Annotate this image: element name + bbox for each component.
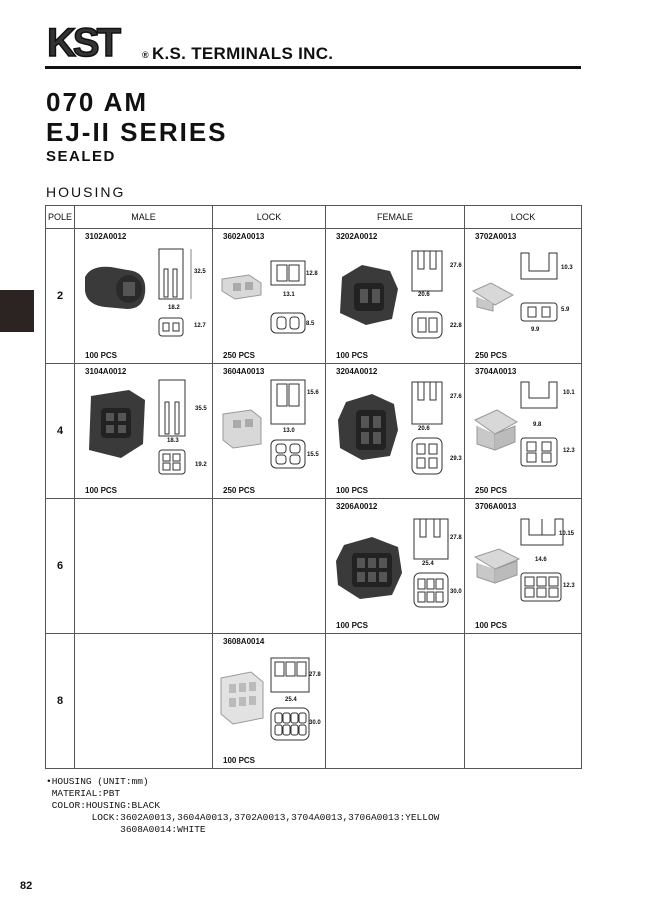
page-title-line2: EJ-II SERIES <box>46 117 228 147</box>
page-number: 82 <box>20 880 33 892</box>
quantity: 100 PCS <box>85 486 118 495</box>
note-line: LOCK:3602A0013,3604A0013,3702A0013,3704A0013,3706A0013:YELLOW <box>46 812 440 823</box>
quantity: 100 PCS <box>223 756 256 765</box>
lock-drawing-side <box>269 378 315 428</box>
dimension-label: 12.3 <box>563 583 575 589</box>
lock-photo <box>471 543 521 585</box>
note-line: 3608A0014:WHITE <box>46 824 206 835</box>
lock-drawing-side <box>517 249 567 289</box>
part-number: 3602A0013 <box>223 232 265 241</box>
header-pole: POLE <box>46 206 75 229</box>
dimension-label: 18.3 <box>167 438 179 444</box>
dimension-label: 5.9 <box>561 307 570 313</box>
lock-drawing-front <box>269 311 309 335</box>
empty-cell <box>465 634 582 769</box>
lock-drawing-front <box>517 571 567 605</box>
svg-text:KST: KST <box>47 22 118 64</box>
quantity: 100 PCS <box>336 486 369 495</box>
male-housing-photo <box>81 386 151 462</box>
dimension-label: 15.6 <box>307 390 319 396</box>
product-cell <box>326 499 465 634</box>
part-number: 3102A0012 <box>85 232 127 241</box>
dimension-label: 10.1 <box>563 390 575 396</box>
empty-cell <box>213 499 326 634</box>
table-row <box>46 364 582 499</box>
female-drawing-side <box>410 378 462 430</box>
dimension-label: 15.5 <box>307 452 319 458</box>
lock-photo <box>471 277 515 313</box>
dimension-label: 20.6 <box>418 426 430 432</box>
dimension-label: 8.5 <box>306 321 315 327</box>
dimension-label: 27.6 <box>450 263 462 269</box>
female-housing-photo <box>332 533 406 601</box>
dimension-label: 9.8 <box>533 422 542 428</box>
dimension-label: 10.15 <box>559 531 575 537</box>
product-cell <box>465 499 582 634</box>
product-cell <box>75 364 213 499</box>
lock-photo <box>217 668 267 728</box>
part-number: 3608A0014 <box>223 637 265 646</box>
quantity: 250 PCS <box>223 486 256 495</box>
empty-cell <box>326 634 465 769</box>
male-drawing-front <box>157 448 197 478</box>
female-housing-photo <box>332 390 404 464</box>
lock-drawing-front <box>269 706 313 744</box>
quantity: 250 PCS <box>475 351 508 360</box>
quantity: 250 PCS <box>475 486 508 495</box>
header-lock: LOCK <box>465 206 582 229</box>
product-cell <box>465 364 582 499</box>
header-lock: LOCK <box>213 206 326 229</box>
quantity: 100 PCS <box>336 351 369 360</box>
quantity: 100 PCS <box>85 351 118 360</box>
table-row <box>46 499 582 634</box>
product-cell <box>75 229 213 364</box>
lock-drawing-front <box>517 436 563 470</box>
dimension-label: 29.3 <box>450 456 462 462</box>
dimension-label: 20.6 <box>418 292 430 298</box>
dimension-label: 12.8 <box>306 271 318 277</box>
table-row <box>46 229 582 364</box>
header-male: MALE <box>75 206 213 229</box>
header-female: FEMALE <box>326 206 465 229</box>
product-cell <box>213 229 326 364</box>
female-drawing-side <box>410 247 462 297</box>
dimension-label: 12.7 <box>194 323 206 329</box>
female-housing-photo <box>332 257 404 329</box>
note-line: COLOR:HOUSING:BLACK <box>46 800 161 811</box>
part-number: 3104A0012 <box>85 367 127 376</box>
dimension-label: 27.8 <box>309 672 321 678</box>
male-housing-photo <box>81 257 151 317</box>
pole-cell: 6 <box>46 499 75 634</box>
pole-cell: 2 <box>46 229 75 364</box>
dimension-label: 32.5 <box>194 269 206 275</box>
female-drawing-front <box>412 571 454 611</box>
page-title-line1: 070 AM <box>46 87 149 117</box>
header-rule <box>45 66 581 69</box>
product-cell <box>213 634 326 769</box>
kst-logo <box>45 22 135 64</box>
product-cell <box>213 364 326 499</box>
product-cell <box>465 229 582 364</box>
lock-drawing-front <box>269 438 309 470</box>
part-number: 3706A0013 <box>475 502 517 511</box>
quantity: 100 PCS <box>336 621 369 630</box>
dimension-label: 10.3 <box>561 265 573 271</box>
empty-cell <box>75 499 213 634</box>
section-heading: HOUSING <box>46 184 126 200</box>
dimension-label: 19.2 <box>195 462 207 468</box>
lock-drawing-side <box>517 378 567 418</box>
product-cell <box>326 229 465 364</box>
dimension-label: 18.2 <box>168 305 180 311</box>
dimension-label: 30.0 <box>309 720 321 726</box>
dimension-label: 22.8 <box>450 323 462 329</box>
empty-cell <box>75 634 213 769</box>
dimension-label: 25.4 <box>285 697 297 703</box>
page-title-line3: SEALED <box>46 148 116 165</box>
pole-cell: 4 <box>46 364 75 499</box>
lock-photo <box>471 404 521 456</box>
housing-table <box>45 205 582 769</box>
dimension-label: 9.9 <box>531 327 540 333</box>
note-line: •HOUSING (UNIT:mm) <box>46 776 149 787</box>
part-number: 3704A0013 <box>475 367 517 376</box>
part-number: 3206A0012 <box>336 502 378 511</box>
part-number: 3604A0013 <box>223 367 265 376</box>
part-number: 3204A0012 <box>336 367 378 376</box>
note-line: MATERIAL:PBT <box>46 788 121 799</box>
pole-cell: 8 <box>46 634 75 769</box>
table-row <box>46 634 582 769</box>
dimension-label: 13.0 <box>283 428 295 434</box>
dimension-label: 14.6 <box>535 557 547 563</box>
quantity: 250 PCS <box>223 351 256 360</box>
part-number: 3202A0012 <box>336 232 378 241</box>
dimension-label: 12.3 <box>563 448 575 454</box>
lock-photo <box>219 406 265 452</box>
female-drawing-front <box>410 309 450 341</box>
dimension-label: 30.0 <box>450 589 462 595</box>
dimension-label: 13.1 <box>283 292 295 298</box>
dimension-label: 25.4 <box>422 561 434 567</box>
dimension-label: 27.6 <box>450 394 462 400</box>
company-name: ® K.S. TERMINALS INC. <box>142 44 334 63</box>
dimension-label: 27.8 <box>450 535 462 541</box>
lock-drawing-front <box>517 301 563 325</box>
female-drawing-front <box>410 436 450 476</box>
product-cell <box>326 364 465 499</box>
quantity: 100 PCS <box>475 621 508 630</box>
side-tab <box>0 290 34 332</box>
part-number: 3702A0013 <box>475 232 517 241</box>
dimension-label: 35.5 <box>195 406 207 412</box>
spec-notes <box>46 776 439 836</box>
lock-photo <box>219 271 264 303</box>
